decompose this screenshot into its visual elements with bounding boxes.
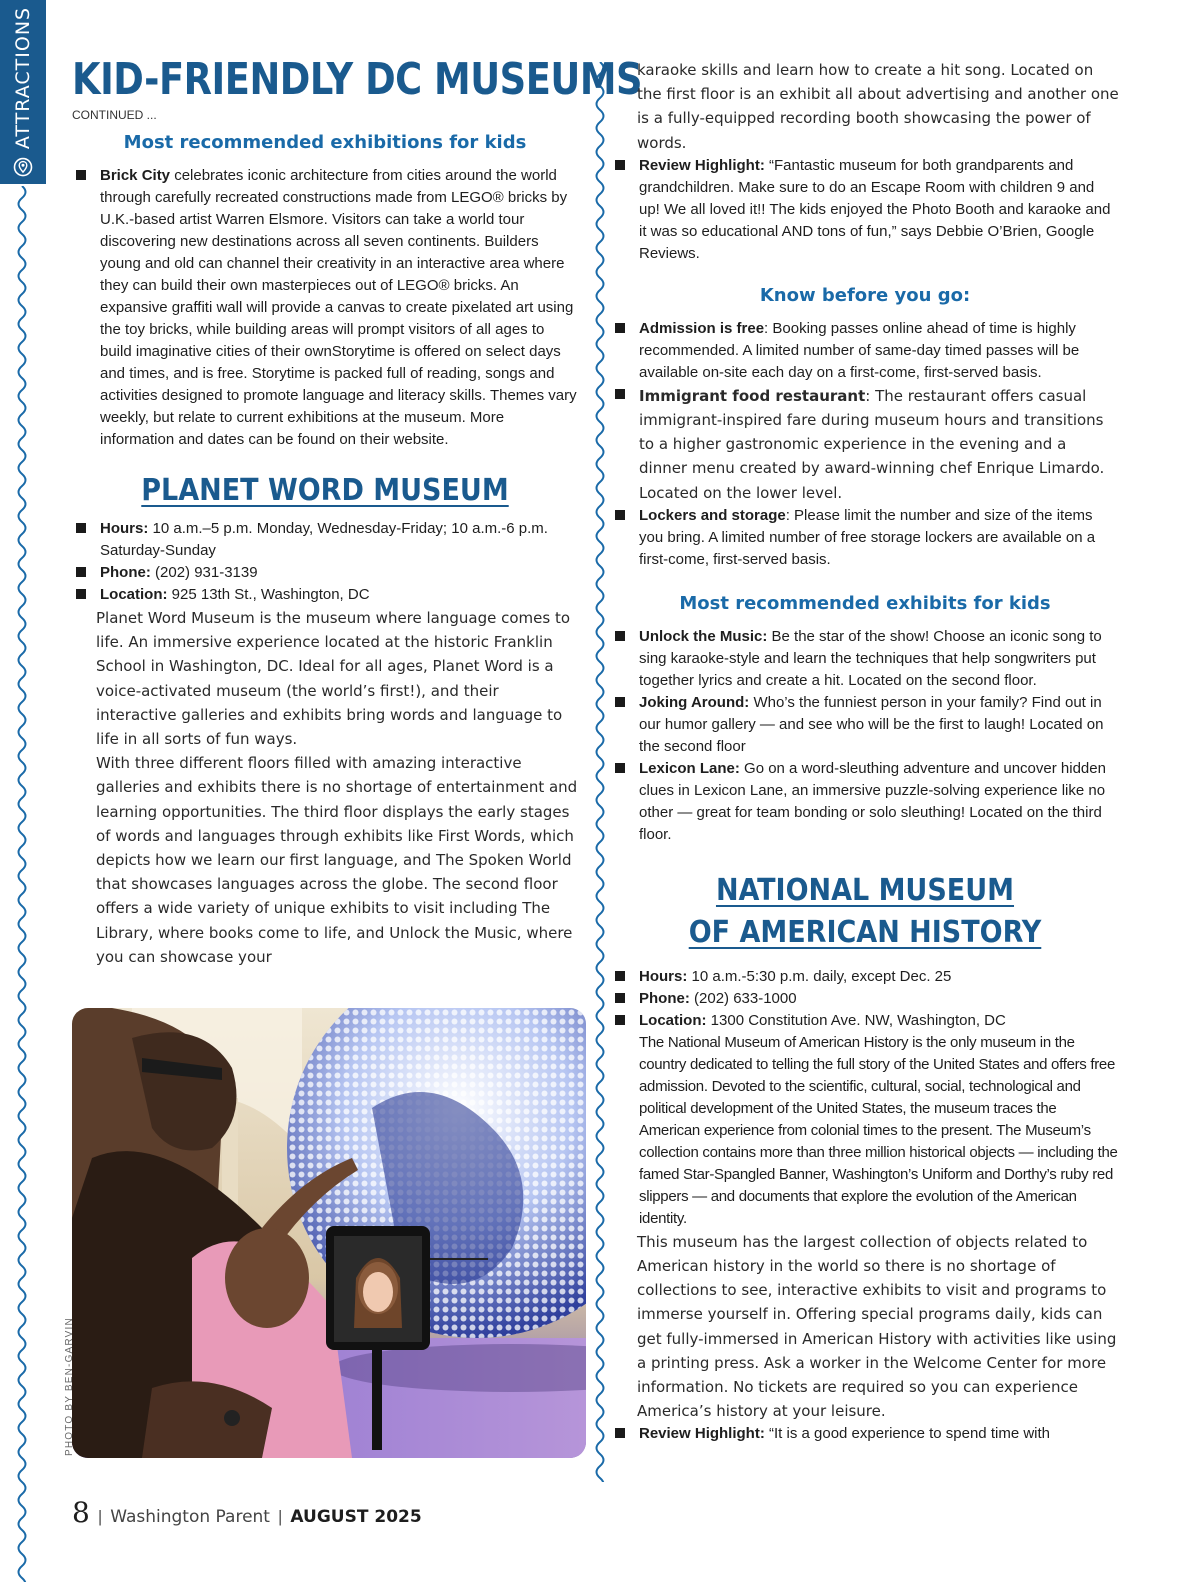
nmah-hours-label: Hours: [639,967,688,985]
planet-word-floors-continued: karaoke skills and learn how to create a hit song. Located on the first floor is an exhibit all about advertising and another one is a fully-equipped recording booth showcasing the power of words. [637,61,1119,152]
bullet-square-icon [615,763,625,773]
nmah-location-label: Location: [639,1011,707,1029]
bullet-square-icon [76,589,86,599]
unlock-music-item [611,626,1119,692]
nmah-phone-value: (202) 633-1000 [689,989,797,1007]
bullet-square-icon [76,523,86,533]
unlock-music-text: Be the star of the show! Choose an iconic song to sing karaoke-style and learn the techniques that help songwriters put together lyrics and create a hit. Located on the second floor. [639,627,1102,689]
bullet-square-icon [615,971,625,981]
admission-item [611,318,1119,384]
lockers-text: : Please limit the number and size of the items you bring. A limited number of free storage lockers are available on a first-come, first-served basis. [639,506,1096,568]
lexicon-lane-label: Lexicon Lane: [639,759,740,777]
brick-city-text: celebrates iconic architecture from cities around the world through carefully recreated constructions made from LEGO® bricks by U.K.-based artist Warren Elsmore. Visitors can take a world tour discovering new destinations across all seven continents. Builders young and old can channel their creativity in an interactive area where they can build their own masterpieces out of LEGO® bricks. An expansive graffiti wall will provide a canvas to create pixelated art using the toy bricks, while building areas will prompt visitors of all ages to build imaginative cities of their ownStorytime is offered on select days and times, and is free. Storytime is packed full of reading, songs and activities designed to promote language and literacy skills. Themes vary weekly, but relate to current exhibitions at the museum. More information and dates can be found on their website. [100,167,577,448]
review-text: “Fantastic museum for both grandparents and grandchildren. Make sure to do an Escape Room with children 9 and up! We all loved it!! The kids enjoyed the Photo Booth and karaoke and it was so educational AND tons of fun,” says Debbie O’Brien, Google Reviews. [639,156,1111,262]
joking-around-text: Who’s the funniest person in your family? Find out in our humor gallery — and see who will be the first to laugh! Located on the second floor [639,693,1104,755]
review-label: Review Highlight: [639,156,765,174]
bullet-square-icon [615,1015,625,1025]
planet-word-location [72,584,578,606]
photo-credit: PHOTO BY BEN-GARVIN [64,1317,75,1456]
nmah-title-line1: NATIONAL MUSEUM [715,872,1015,908]
food-label: Immigrant food restaurant [639,386,866,405]
page-title: KID-FRIENDLY DC MUSEUMS [72,54,643,105]
bullet-square-icon [76,567,86,577]
page-number: 8 [72,1496,90,1529]
publication-name: Washington Parent [110,1507,270,1527]
exhibits-heading: Most recommended exhibits for kids [679,592,1051,614]
nmah-review [611,1423,1119,1445]
unlock-music-label: Unlock the Music: [639,627,768,645]
nmah-phone [611,988,1119,1010]
nmah-intro: The National Museum of American History is the only museum in the country dedicated to telling the full story of the United States and offers free admission. Devoted to the scientific, cultural, social, technological and political development of the United States, the museum traces the American experience from colonial times to the present. The Museum’s collection contains more than three million historical objects — including the famed Star-Spangled Banner, Washington’s Uniform and Dorthy’s ruby red slippers — and documents that explore the evolution of the American identity. [639,1033,1118,1227]
bullet-square-icon [615,323,625,333]
bullet-square-icon [615,160,625,170]
nmah-title-line2: OF AMERICAN HISTORY [688,914,1042,950]
hours-value: 10 a.m.–5 p.m. Monday, Wednesday-Friday; 10 a.m.-6 p.m. Saturday-Sunday [100,520,548,559]
planet-word-floors: With three different floors filled with amazing interactive galleries and exhibits there is no shortage of entertainment and learning opportunities. The third floor displays the early stages of words and languages through exhibits like First Words, which depicts how we learn our first language, and The Spoken World that showcases languages across the globe. The second floor offers a wide variety of unique exhibits to visit including The Library, where books come to life, and Unlock the Music, where you can showcase your [96,754,578,966]
bullet-square-icon [615,1428,625,1438]
brick-city-item [72,165,578,451]
section-tab-label: ATTRACTIONS [12,6,34,150]
right-column [611,58,1119,1445]
page-footer: 8 | Washington Parent | AUGUST 2025 [72,1496,422,1529]
planet-word-review [611,155,1119,265]
left-column [72,54,643,969]
joking-around-item [611,692,1119,758]
museum-photo [72,1008,586,1458]
nmah-phone-label: Phone: [639,989,690,1007]
bullet-square-icon [615,993,625,1003]
bullet-square-icon [615,510,625,520]
continued-label: CONTINUED ... [72,108,157,122]
hours-label: Hours: [100,520,149,537]
nmah-location [611,1010,1119,1032]
admission-label: Admission is free [639,319,765,337]
location-value: 925 13th St., Washington, DC [167,586,370,603]
bullet-square-icon [615,697,625,707]
bullet-square-icon [615,631,625,641]
planet-word-phone [72,562,578,584]
bullet-square-icon [615,389,625,399]
lockers-label: Lockers and storage [639,506,786,524]
phone-value: (202) 931-3139 [150,564,258,581]
section-tab [0,0,46,184]
lockers-item [611,505,1119,571]
wavy-border-left [12,186,32,1582]
location-pin-icon [13,157,33,177]
planet-word-intro: Planet Word Museum is the museum where language comes to life. An immersive experience located at the historic Franklin School in Washington, DC. Ideal for all ages, Planet Word is a voice-activated museum (the world’s first!), and their interactive galleries and exhibits bring words and language to life in all sorts of fun ways. [96,609,571,749]
brick-city-label: Brick City [100,167,171,184]
bullet-square-icon [76,170,86,180]
nmah-location-value: 1300 Constitution Ave. NW, Washington, DC [706,1011,1006,1029]
lexicon-lane-text: Go on a word-sleuthing adventure and uncover hidden clues in Lexicon Lane, an immersive puzzle-solving experience like no other — great for team bonding or solo sleuthing! Located on the third floor. [639,759,1106,843]
brick-city-heading: Most recommended exhibitions for kids [123,132,527,153]
nmah-programs: This museum has the largest collection of objects related to American history in the world so there is no shortage of collections to see, interactive exhibits to visit and programs to immerse yourself in. Offering special programs daily, kids can get fully-immersed in American History with activities like using a printing press. Ask a worker in the Welcome Center for more information. No tickets are required so you can experience America’s history at your leisure. [637,1232,1117,1421]
food-text: : The restaurant offers casual immigrant-inspired fare during museum hours and transitions to a higher gastronomic experience in the evening and a dinner menu created by award-winning chef Enrique Limardo. Located on the lower level. [639,386,1105,502]
nmah-hours [611,966,1119,988]
food-item [611,384,1119,505]
phone-label: Phone: [100,564,151,581]
issue-date: AUGUST 2025 [290,1507,422,1527]
planet-word-hours [72,518,578,562]
lexicon-lane-item [611,758,1119,846]
know-before-heading: Know before you go: [759,284,971,306]
admission-text: : Booking passes online ahead of time is highly recommended. A limited number of same-day timed passes will be available on-site each day on a first-come, first-served basis. [639,319,1080,381]
nmah-review-label: Review Highlight: [639,1425,765,1443]
nmah-review-text: “It is a good experience to spend time with [764,1425,1050,1443]
nmah-hours-value: 10 a.m.-5:30 p.m. daily, except Dec. 25 [687,967,952,985]
joking-around-label: Joking Around: [639,693,750,711]
planet-word-title: PLANET WORD MUSEUM [141,473,509,508]
wavy-column-divider [590,62,610,1482]
location-label: Location: [100,586,168,603]
